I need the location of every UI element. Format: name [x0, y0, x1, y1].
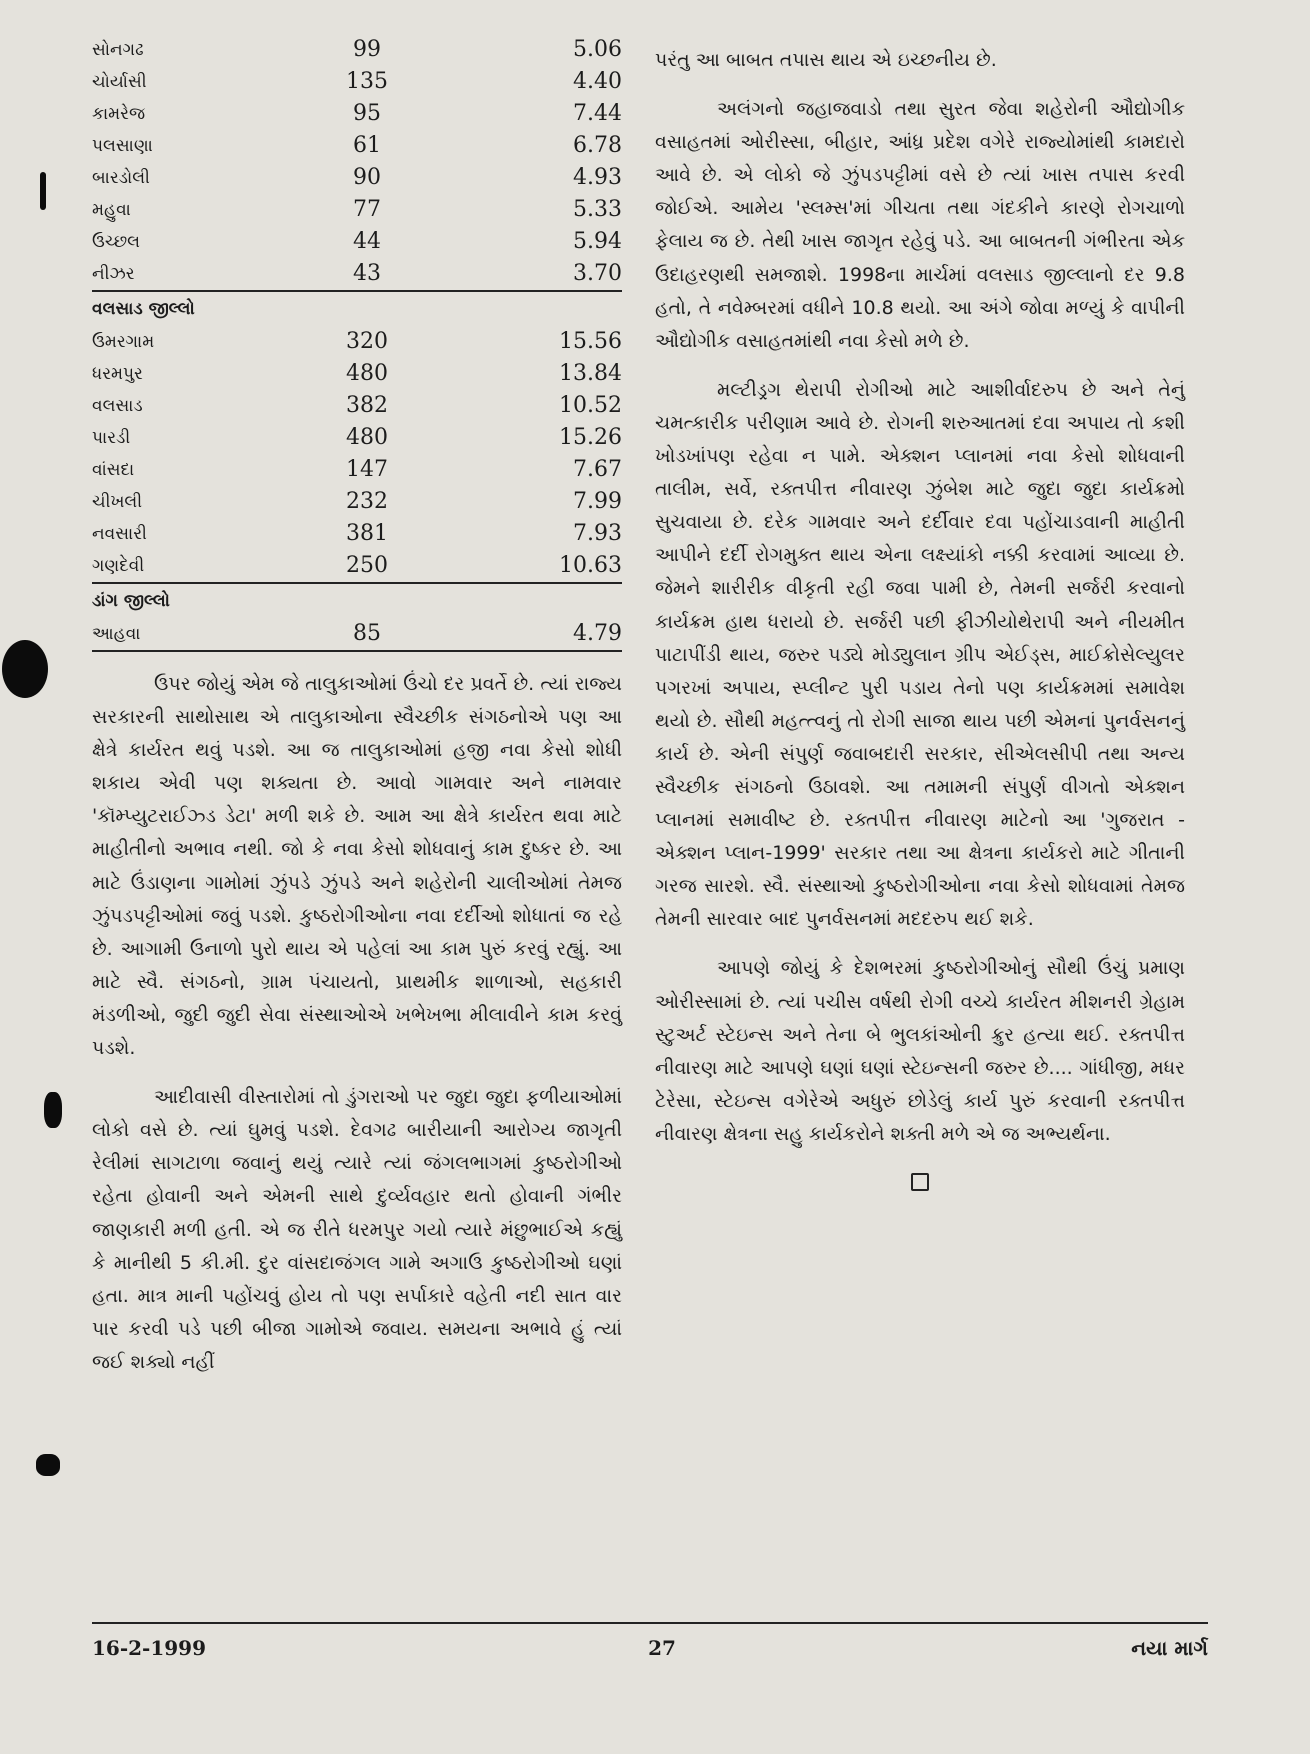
prevalence-rate: 5.33: [573, 197, 622, 222]
case-count: 382: [346, 393, 388, 418]
taluka-name: વાંસદા: [92, 460, 135, 480]
taluka-name: સોનગઢ: [92, 40, 144, 60]
table-row: [92, 618, 622, 651]
prevalence-rate: 4.79: [442, 618, 622, 651]
taluka-name: કામરેજ: [92, 104, 146, 124]
table-row: [92, 66, 622, 98]
prevalence-rate: 10.52: [559, 393, 622, 418]
prevalence-rate: 15.26: [559, 425, 622, 450]
taluka-name: બારડોલી: [92, 168, 150, 188]
taluka-name: વલસાડ: [92, 396, 143, 416]
magazine-name: નયા માર્ગ: [1131, 1636, 1208, 1660]
taluka-name: નીઝર: [92, 258, 292, 291]
case-count: 77: [353, 197, 381, 222]
case-count: 232: [346, 489, 388, 514]
table-row: [92, 358, 622, 390]
punch-hole-mark: [40, 172, 46, 210]
case-count: 95: [353, 101, 381, 126]
taluka-name: આહવા: [92, 618, 292, 651]
prevalence-rate: 7.67: [573, 457, 622, 482]
prevalence-rate: 4.93: [573, 165, 622, 190]
case-count: 43: [292, 258, 442, 291]
case-count: 135: [346, 69, 388, 94]
footer-rule: [92, 1622, 1208, 1624]
prevalence-rate: 4.40: [573, 69, 622, 94]
prevalence-rate: 7.44: [573, 101, 622, 126]
left-paragraph-2: આદીવાસી વીસ્તારોમાં તો ડુંગરાઓ પર જુદા જુદા ફળીયાઓમાં લોકો વસે છે. ત્યાં ઘુમવું પડશે. દેવગઢ બારીયાની આરોગ્ય જાગૃતી રેલીમાં સાગટાળા જવાનું થયું ત્યારે ત્યાં જંગલભાગમાં કુષ્ઠરોગીઓ રહેતા હોવાની અને એમની સાથે દુર્વ્યવહાર થતો હોવાની ગંભીર જાણકારી મળી હતી. એ જ રીતે ધરમપુર ગયો ત્યારે મંછુભાઈએ કહ્યું કે માનીથી 5 કી.મી. દુર વાંસદાજંગલ ગામે અગાઉ કુષ્ઠરોગીઓ ઘણાં હતા. માત્ર માની પહોંચવું હોય તો પણ સર્પાકારે વહેતી નદી સાત વાર પાર કરવી પડે પછી બીજા ગામોએ જવાય. સમયના અભાવે હું ત્યાં જઈ શક્યો નહીં: [92, 1086, 622, 1373]
table-row: [92, 326, 622, 358]
case-count: 61: [353, 133, 381, 158]
right-column: [655, 44, 1185, 1191]
table-row: [92, 454, 622, 486]
case-count: 147: [346, 457, 388, 482]
prevalence-rate: 7.99: [573, 489, 622, 514]
punch-hole-mark: [2, 640, 48, 698]
table-row: [92, 258, 622, 291]
right-paragraph-3: આપણે જોયું કે દેશભરમાં કુષ્ઠરોગીઓનું સૌથી ઉંચું પ્રમાણ ઓરીસ્સામાં છે. ત્યાં પચીસ વર્ષથી રોગી વચ્ચે કાર્યરત મીશનરી ગ્રેહામ સ્ટુઅર્ટ સ્ટેઇન્સ અને તેના બે ભુલકાંઓની ક્રુર હત્યા થઈ. રક્તપીત્ત નીવારણ માટે આપણે ઘણાં ઘણાં સ્ટેઇન્સની જરુર છે.... ગાંધીજી, મધર ટેરેસા, સ્ટેઇન્સ વગેરેએ અધુરું છોડેલું કાર્ય પુરું કરવાની રક્તપીત્ત નીવારણ ક્ષેત્રના સહુ કાર્યકરોને શક્તી મળે એ જ અભ્યર્થના.: [655, 957, 1185, 1145]
end-of-article-square-icon: [911, 1173, 929, 1191]
case-count: 320: [346, 329, 388, 354]
table-row: [92, 518, 622, 550]
taluka-name: મહુવા: [92, 200, 131, 220]
table-row: [92, 34, 622, 66]
footer-date: 16-2-1999: [92, 1636, 207, 1660]
table-row: [92, 194, 622, 226]
table-row: [92, 390, 622, 422]
prevalence-rate: 13.84: [559, 361, 622, 386]
taluka-name: ઉચ્છલ: [92, 232, 140, 252]
punch-hole-mark: [44, 1092, 62, 1128]
table-row: [92, 130, 622, 162]
leprosy-rate-table: [92, 34, 622, 652]
page-footer: [92, 1636, 1208, 1666]
prevalence-rate: 10.63: [442, 550, 622, 583]
page-number: 27: [648, 1636, 676, 1660]
taluka-name: ધરમપુર: [92, 364, 143, 384]
case-count: 250: [292, 550, 442, 583]
prevalence-rate: 15.56: [559, 329, 622, 354]
table-row: [92, 98, 622, 130]
table-row: [92, 226, 622, 258]
right-paragraph-2: મલ્ટીડ્રગ થેરાપી રોગીઓ માટે આશીર્વાદરુપ છે અને તેનું ચમત્કારીક પરીણામ આવે છે. રોગની શરુઆતમાં દવા અપાય તો કશી ખોડખાંપણ રહેવા ન પામે. એક્શન પ્લાનમાં નવા કેસો શોધવાની તાલીમ, સર્વે, રક્તપીત્ત નીવારણ ઝુંબેશ માટે જુદા જુદા કાર્યક્રમો સુચવાયા છે. દરેક ગામવાર અને દર્દીવાર દવા પહોંચાડવાની માહીતી આપીને દર્દી રોગમુક્ત થાય એના લક્ષ્યાંકો નક્કી કરવામાં આવ્યા છે. જેમને શારીરીક વીકૃતી રહી જવા પામી છે, તેમની સર્જરી કરવાનો કાર્યક્રમ હાથ ધરાયો છે. સર્જરી પછી ફીઝીયોથેરાપી અને નીયમીત પાટાપીંડી થાય, જરુર પડ્યે મોડ્યુલાન ગ્રીપ એઈડ્સ, માઈક્રોસેલ્યુલર પગરખાં અપાય, સ્પ્લીન્ટ પુરી પડાય તેનો પણ કાર્યક્રમમાં સમાવેશ થયો છે. સૌથી મહત્ત્વનું તો રોગી સાજા થાય પછી એમનાં પુનર્વસનનું કાર્ય છે. એની સંપુર્ણ જવાબદારી સરકાર, સીએલસીપી તથા અન્ય સ્વૈચ્છીક સંગઠનો ઉઠાવશે. આ તમામની સંપુર્ણ વીગતો એક્શન પ્લાનમાં સમાવીષ્ટ છે. રક્તપીત્ત નીવારણ માટેનો આ 'ગુજરાત - એક્શન પ્લાન-1999' સરકાર તથા આ ક્ષેત્રના કાર્યકરો માટે ગીતાની ગરજ સારશે. સ્વૈ. સંસ્થાઓ કુષ્ઠરોગીઓના નવા કેસો શોધવામાં તેમજ તેમની સારવાર બાદ પુનર્વસનમાં મદદરુપ થઈ શકે.: [655, 378, 1185, 931]
right-continuation-line: પરંતુ આ બાબત તપાસ થાય એ ઇચ્છનીય છે.: [655, 49, 997, 71]
prevalence-rate: 6.78: [573, 133, 622, 158]
prevalence-rate: 5.06: [573, 37, 622, 62]
prevalence-rate: 7.93: [573, 521, 622, 546]
taluka-name: નવસારી: [92, 524, 147, 544]
taluka-name: ચીખલી: [92, 492, 143, 512]
district-heading-dang: ડાંગ જીલ્લો: [92, 591, 170, 611]
table-row: [92, 422, 622, 454]
table-row: [92, 162, 622, 194]
left-paragraph-1: ઉપર જોયું એમ જે તાલુકાઓમાં ઉંચો દર પ્રવર્તે છે. ત્યાં રાજ્ય સરકારની સાથોસાથ એ તાલુકાઓના સ્વૈચ્છીક સંગઠનોએ પણ આ ક્ષેત્રે કાર્યરત થવું પડશે. આ જ તાલુકાઓમાં હજી નવા કેસો શોધી શકાય એવી પણ શક્યતા છે. આવો ગામવાર અને નામવાર 'કૉમ્પ્યુટરાઈઝ્ડ ડેટા' મળી શકે છે. આમ આ ક્ષેત્રે કાર્યરત થવા માટે માહીતીનો અભાવ નથી. જો કે નવા કેસો શોધવાનું કામ દુષ્કર છે. આ માટે ઉંડાણના ગામોમાં ઝુંપડે ઝુંપડે અને શહેરોની ચાલીઓમાં તેમજ ઝુંપડપટ્ટીઓમાં જવું પડશે. કુષ્ઠરોગીઓના નવા દર્દીઓ શોધાતાં જ રહે છે. આગામી ઉનાળો પુરો થાય એ પહેલાં આ કામ પુરું કરવું રહ્યું. આ માટે સ્વૈ. સંગઠનો, ગ્રામ પંચાયતો, પ્રાથમીક શાળાઓ, સહકારી મંડળીઓ, જુદી જુદી સેવા સંસ્થાઓએ ખભેખભા મીલાવીને કામ કરવું પડશે.: [92, 673, 622, 1060]
taluka-name: પલસાણા: [92, 136, 153, 156]
case-count: 480: [346, 361, 388, 386]
case-count: 85: [292, 618, 442, 651]
case-count: 44: [353, 229, 381, 254]
taluka-name: ગણદેવી: [92, 550, 292, 583]
left-column: [92, 34, 622, 1379]
prevalence-rate: 5.94: [573, 229, 622, 254]
case-count: 381: [346, 521, 388, 546]
case-count: 480: [346, 425, 388, 450]
prevalence-rate: 3.70: [442, 258, 622, 291]
taluka-name: ચોર્યાસી: [92, 72, 147, 92]
taluka-name: ઉમરગામ: [92, 332, 155, 352]
right-paragraph-1: અલંગનો જહાજવાડો તથા સુરત જેવા શહેરોની ઔદ્યોગીક વસાહતમાં ઓરીસ્સા, બીહાર, આંધ્ર પ્રદેશ વગેરે રાજ્યોમાંથી કામદારો આવે છે. એ લોકો જે ઝુંપડપટ્ટીમાં વસે છે ત્યાં ખાસ તપાસ કરવી જોઈએ. આમેય 'સ્લમ્સ'માં ગીચતા તથા ગંદકીને કારણે રોગચાળો ફેલાય જ છે. તેથી ખાસ જાગૃત રહેવું પડે. આ બાબતની ગંભીરતા એક ઉદાહરણથી સમજાશે. 1998ના માર્ચમાં વલસાડ જીલ્લાનો દર 9.8 હતો, તે નવેમ્બરમાં વધીને 10.8 થયો. આ અંગે જોવા મળ્યું કે વાપીની ઔદ્યોગીક વસાહતમાંથી નવા કેસો મળે છે.: [655, 98, 1185, 352]
table-row: [92, 486, 622, 518]
case-count: 90: [353, 165, 381, 190]
case-count: 99: [353, 37, 381, 62]
district-heading-valsad: વલસાડ જીલ્લો: [92, 299, 195, 319]
taluka-name: પારડી: [92, 428, 131, 448]
punch-hole-mark: [36, 1454, 60, 1476]
table-row: [92, 550, 622, 583]
